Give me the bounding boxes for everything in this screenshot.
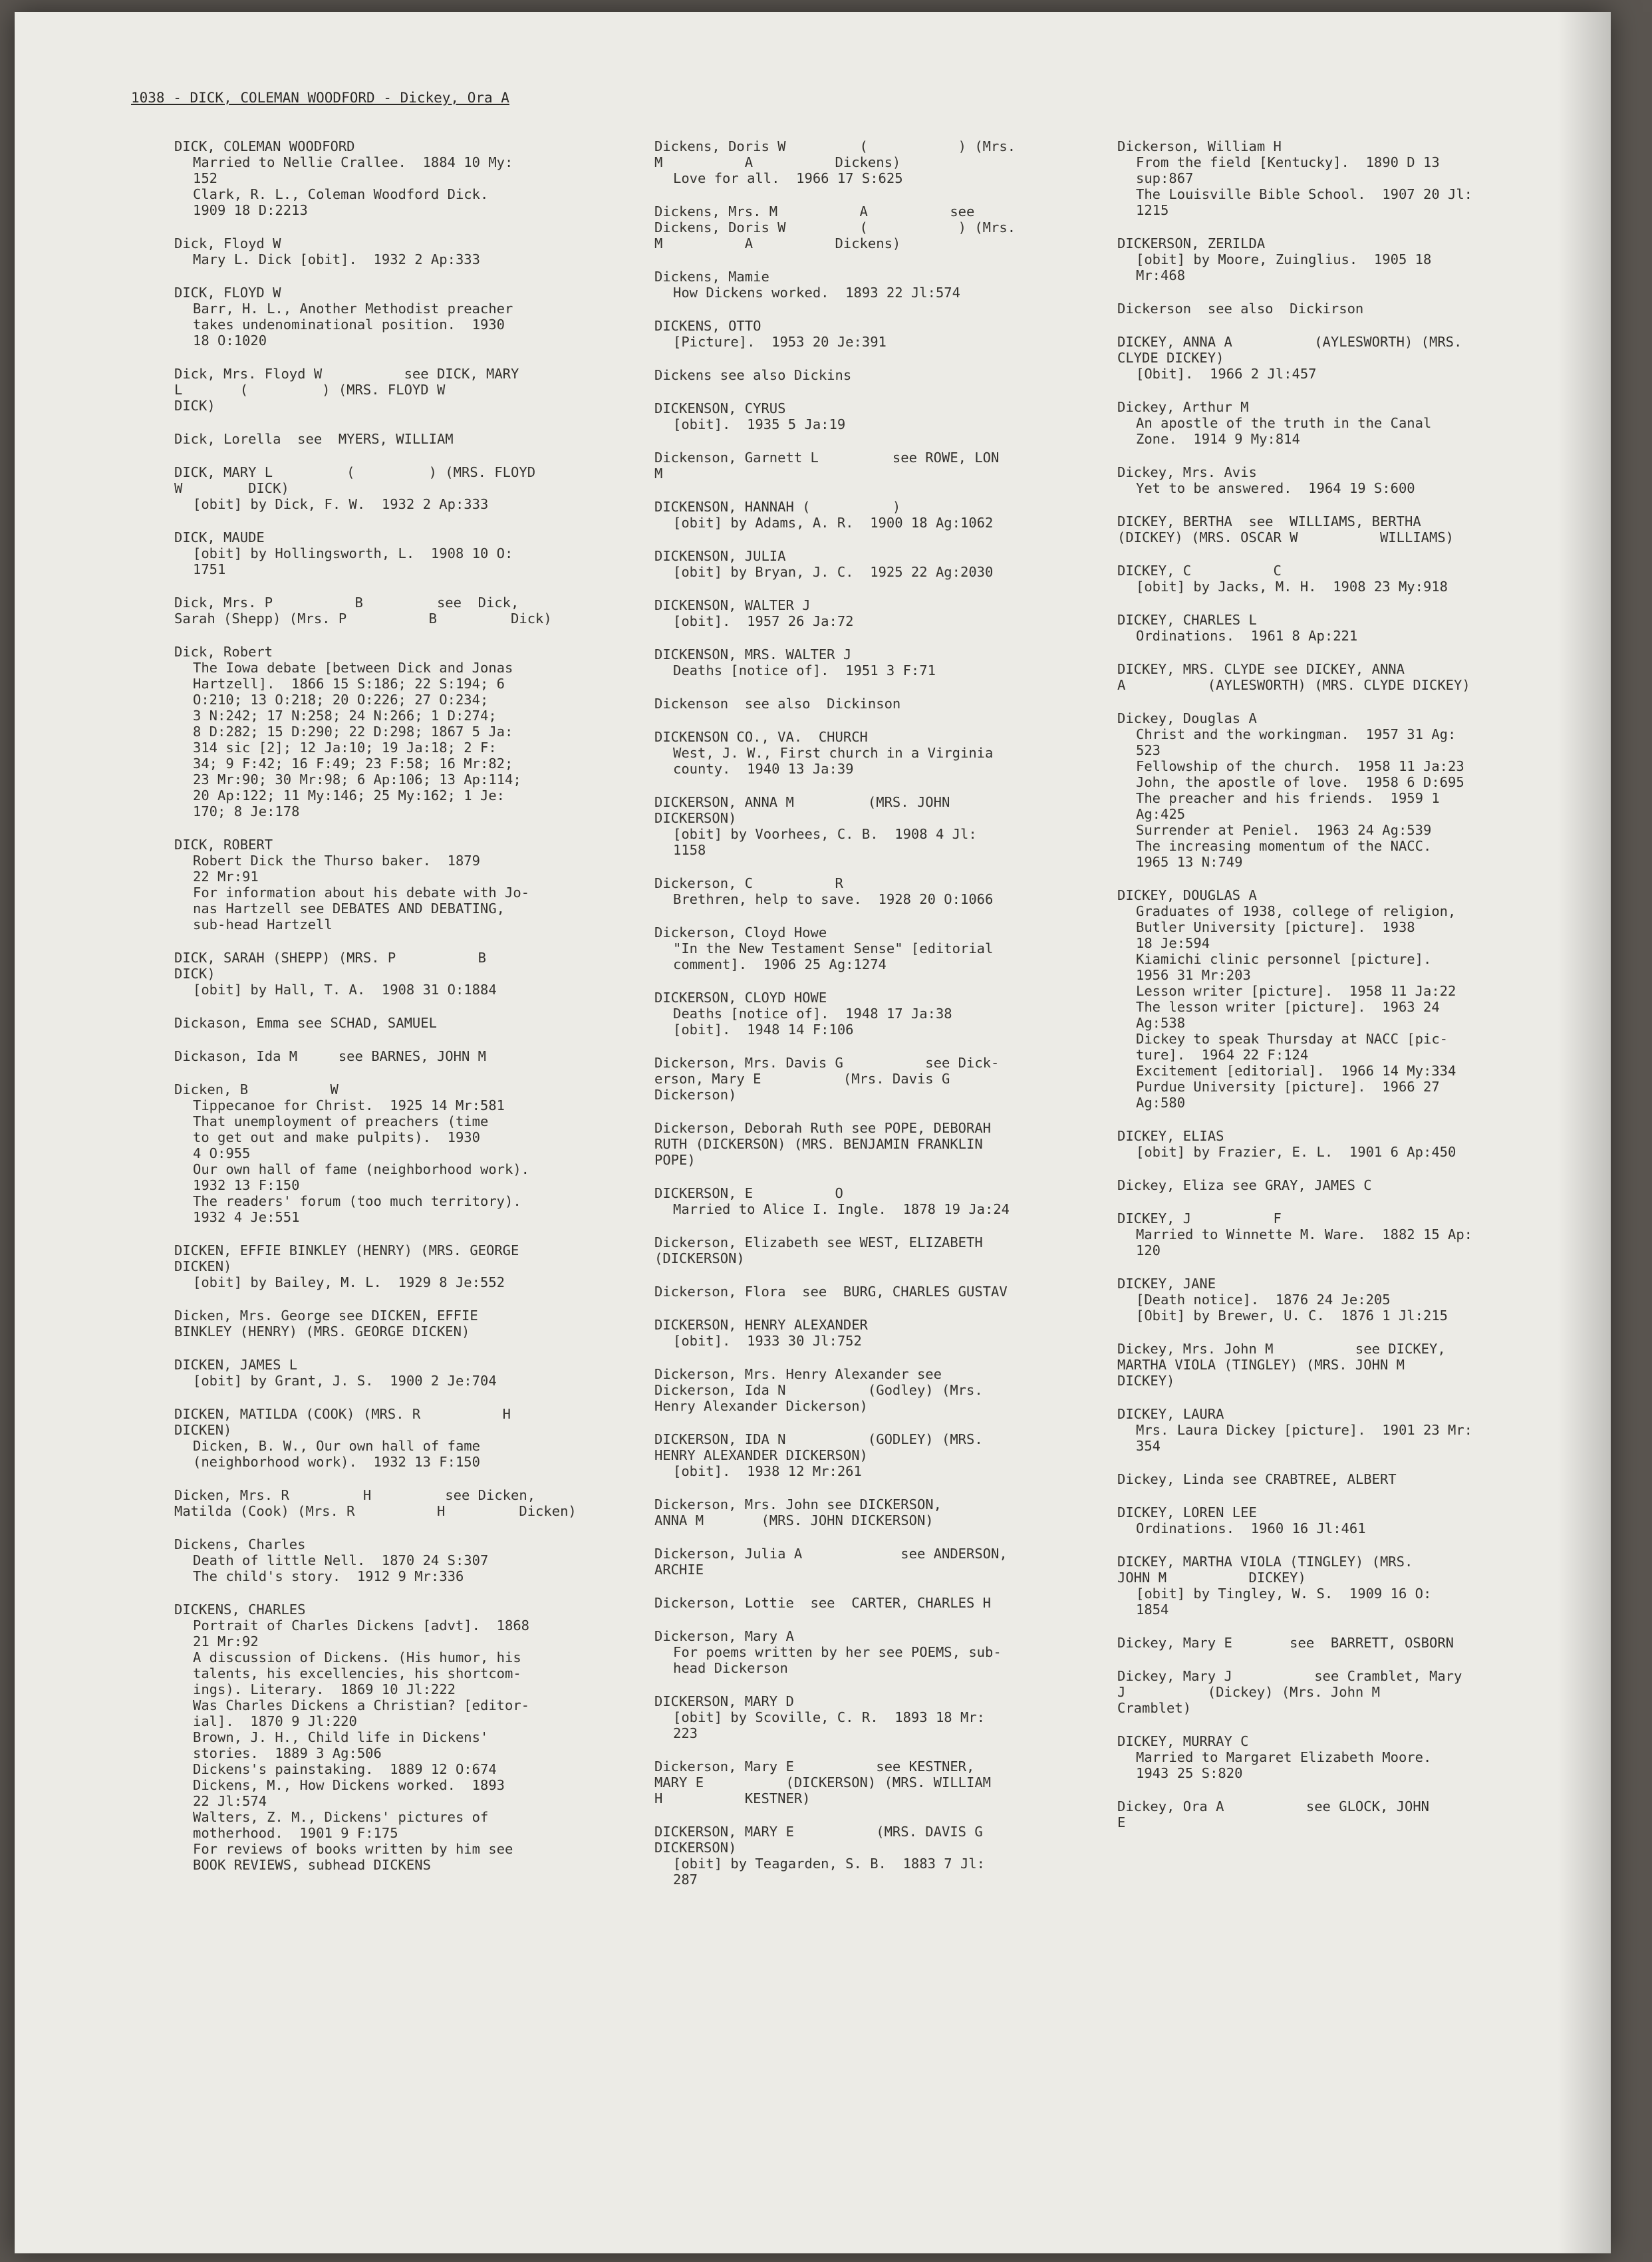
entry-heading: DICKEY, DOUGLAS A	[1117, 887, 1257, 903]
entry-heading: DICKEY, MARTHA VIOLA (TINGLEY) (MRS. JOHN M DICKEY)	[1117, 1554, 1413, 1586]
entry-heading: Dickerson, Cloyd Howe	[654, 924, 827, 940]
entry-heading: Dickerson, William H	[1117, 138, 1282, 154]
column-2	[654, 138, 1080, 1905]
index-entry	[1117, 710, 1556, 870]
index-entry	[654, 204, 1080, 251]
entry-heading: DICKEN, JAMES L	[174, 1357, 298, 1373]
index-entry	[654, 367, 1080, 383]
entry-reference: Lesson writer [picture]. 1958 11 Ja:22	[1136, 983, 1456, 999]
entry-heading: DICKEY, MURRAY C	[1117, 1733, 1249, 1749]
index-entry	[1117, 301, 1556, 317]
index-entry	[654, 1431, 1080, 1479]
entry-heading: Dickens, Charles	[174, 1536, 306, 1552]
entry-reference: Dicken, B. W., Our own hall of fame (neighborhood work). 1932 13 F:150	[193, 1438, 480, 1470]
entry-heading: Dickey, Douglas A	[1117, 710, 1257, 726]
index-entry	[174, 285, 633, 349]
entry-heading: DICKEY, MRS. CLYDE see DICKEY, ANNA A (AYLESWORTH) (MRS. CLYDE DICKEY)	[1117, 661, 1470, 693]
entry-reference: Love for all. 1966 17 S:625	[673, 170, 903, 186]
entry-reference: Fellowship of the church. 1958 11 Ja:23	[1136, 758, 1464, 774]
entry-reference: Clark, R. L., Coleman Woodford Dick. 1909 18 D:2213	[193, 186, 489, 218]
entry-reference: Married to Winnette M. Ware. 1882 15 Ap: 120	[1136, 1226, 1473, 1258]
entry-heading: DICKEY, JANE	[1117, 1276, 1216, 1292]
page-binding-shadow	[1558, 12, 1611, 2253]
index-entry	[654, 1595, 1080, 1611]
entry-heading: Dickenson, Garnett L see ROWE, LON M	[654, 450, 1000, 482]
entry-reference: [obit] by Bryan, J. C. 1925 22 Ag:2030	[673, 564, 994, 580]
index-entry	[1117, 513, 1556, 545]
index-entry	[654, 400, 1080, 432]
index-entry	[654, 696, 1080, 712]
index-entry	[654, 1317, 1080, 1349]
entry-reference: [obit]. 1948 14 F:106	[673, 1022, 854, 1038]
index-entry	[174, 1081, 633, 1225]
entry-reference: The increasing momentum of the NACC. 1965 13 N:749	[1136, 838, 1432, 870]
entry-heading: DICKERSON, IDA N (GODLEY) (MRS. HENRY ALEXANDER DICKERSON)	[654, 1431, 983, 1463]
index-entry	[174, 1357, 633, 1389]
index-entry	[1117, 1733, 1556, 1781]
entry-heading: DICKENSON, JULIA	[654, 548, 786, 564]
entry-heading: Dickason, Emma see SCHAD, SAMUEL	[174, 1015, 437, 1031]
entry-heading: Dickey, Linda see CRABTREE, ALBERT	[1117, 1471, 1397, 1487]
entry-heading: Dickerson, C R	[654, 875, 843, 891]
entry-reference: [obit] by Adams, A. R. 1900 18 Ag:1062	[673, 515, 994, 531]
index-entry	[1117, 1504, 1556, 1536]
entry-reference: Mary L. Dick [obit]. 1932 2 Ap:333	[193, 251, 480, 267]
column-1	[174, 138, 633, 1890]
entry-reference: Ordinations. 1961 8 Ap:221	[1136, 628, 1358, 644]
entry-heading: DICKERSON, HENRY ALEXANDER	[654, 1317, 868, 1333]
index-entry	[654, 794, 1080, 858]
entry-reference: [obit] by Hall, T. A. 1908 31 O:1884	[193, 982, 497, 998]
entry-reference: Christ and the workingman. 1957 31 Ag: 523	[1136, 726, 1456, 758]
index-entry	[174, 464, 633, 512]
entry-reference: [Picture]. 1953 20 Je:391	[673, 334, 887, 350]
entry-reference: For poems written by her see POEMS, sub- head Dickerson	[673, 1644, 1002, 1676]
entry-reference: For reviews of books written by him see BOOK REVIEWS, subhead DICKENS	[193, 1841, 513, 1873]
entry-reference: Excitement [editorial]. 1966 14 My:334	[1136, 1063, 1456, 1079]
index-entry	[1117, 1276, 1556, 1324]
index-entry	[174, 1406, 633, 1470]
entry-heading: DICKENSON CO., VA. CHURCH	[654, 729, 868, 745]
entry-reference: Walters, Z. M., Dickens' pictures of motherhood. 1901 9 F:175	[193, 1809, 489, 1841]
entry-heading: DICKEY, LOREN LEE	[1117, 1504, 1257, 1520]
index-entry	[654, 646, 1080, 678]
entry-reference: John, the apostle of love. 1958 6 D:695	[1136, 774, 1464, 790]
entry-reference: Brown, J. H., Child life in Dickens' stories. 1889 3 Ag:506	[193, 1729, 489, 1761]
entry-heading: Dickerson, Flora see BURG, CHARLES GUSTAV	[654, 1284, 1008, 1300]
entry-heading: Dick, Lorella see MYERS, WILLIAM	[174, 431, 454, 447]
entry-reference: Was Charles Dickens a Christian? [editor- ial]. 1870 9 Jl:220	[193, 1697, 530, 1729]
entry-heading: Dickey, Mary J see Cramblet, Mary J (Dickey) (Mrs. John M Cramblet)	[1117, 1668, 1462, 1716]
index-entry	[174, 1048, 633, 1064]
entry-heading: DICKEY, C C	[1117, 563, 1282, 579]
index-entry	[1117, 464, 1556, 496]
index-entry	[654, 875, 1080, 907]
entry-reference: [obit]. 1957 26 Ja:72	[673, 613, 854, 629]
index-entry	[174, 1015, 633, 1031]
entry-heading: Dickerson, Mrs. Davis G see Dick- erson, Mary E (Mrs. Davis G Dickerson)	[654, 1055, 1000, 1103]
entry-heading: DICKEY, ELIAS	[1117, 1128, 1224, 1144]
entry-reference: [obit] by Scoville, C. R. 1893 18 Mr: 223	[673, 1709, 985, 1741]
entry-heading: Dickerson, Mary A	[654, 1628, 794, 1644]
running-head: 1038 - DICK, COLEMAN WOODFORD - Dickey, Ora A	[131, 90, 509, 106]
index-entry	[654, 269, 1080, 301]
entry-heading: DICKEN, EFFIE BINKLEY (HENRY) (MRS. GEORGE DICKEN)	[174, 1242, 519, 1274]
entry-heading: DICK, FLOYD W	[174, 285, 281, 301]
entry-reference: [obit]. 1938 12 Mr:261	[673, 1463, 862, 1479]
entry-heading: Dickey, Mrs. Avis	[1117, 464, 1257, 480]
index-entry	[654, 1496, 1080, 1528]
index-entry	[1117, 1177, 1556, 1193]
index-entry	[654, 318, 1080, 350]
entry-heading: DICK, COLEMAN WOODFORD	[174, 138, 355, 154]
entry-reference: Kiamichi clinic personnel [picture]. 1956 31 Mr:203	[1136, 951, 1432, 983]
entry-reference: [obit]. 1933 30 Jl:752	[673, 1333, 862, 1349]
entry-reference: Portrait of Charles Dickens [advt]. 1868 21 Mr:92	[193, 1618, 530, 1649]
entry-reference: From the field [Kentucky]. 1890 D 13 sup:867	[1136, 154, 1440, 186]
index-entry	[174, 1602, 633, 1873]
entry-reference: Purdue University [picture]. 1966 27 Ag:580	[1136, 1079, 1440, 1111]
entry-heading: DICKERSON, MARY E (MRS. DAVIS G DICKERSON)	[654, 1824, 983, 1856]
entry-reference: Dickens, M., How Dickens worked. 1893 22 Jl:574	[193, 1777, 505, 1809]
entry-reference: Dickens's painstaking. 1889 12 O:674	[193, 1761, 497, 1777]
entry-reference: [Obit] by Brewer, U. C. 1876 1 Jl:215	[1136, 1308, 1448, 1324]
index-entry	[654, 990, 1080, 1038]
entry-reference: [obit] by Bailey, M. L. 1929 8 Je:552	[193, 1274, 505, 1290]
entry-reference: "In the New Testament Sense" [editorial comment]. 1906 25 Ag:1274	[673, 940, 994, 972]
index-entry	[174, 138, 633, 218]
entry-heading: DICKEY, CHARLES L	[1117, 612, 1257, 628]
column-3	[1117, 138, 1556, 1848]
entry-reference: Dickey to speak Thursday at NACC [pic- ture]. 1964 22 F:124	[1136, 1031, 1448, 1063]
index-entry	[174, 950, 633, 998]
entry-heading: DICKERSON, ANNA M (MRS. JOHN DICKERSON)	[654, 794, 950, 826]
entry-heading: DICKENSON, CYRUS	[654, 400, 786, 416]
entry-heading: Dicken, Mrs. George see DICKEN, EFFIE BINKLEY (HENRY) (MRS. GEORGE DICKEN)	[174, 1308, 478, 1340]
entry-heading: Dickens, Mrs. M A see Dickens, Doris W ( ) (Mrs. M A Dickens)	[654, 204, 1016, 251]
entry-reference: [obit] by Frazier, E. L. 1901 6 Ap:450	[1136, 1144, 1456, 1160]
entry-heading: DICKENS, OTTO	[654, 318, 761, 334]
index-entry	[174, 595, 633, 627]
entry-reference: [obit] by Moore, Zuinglius. 1905 18 Mr:468	[1136, 251, 1432, 283]
entry-reference: The Louisville Bible School. 1907 20 Jl: 1215	[1136, 186, 1473, 218]
index-entry	[654, 1366, 1080, 1414]
entry-heading: DICKERSON, CLOYD HOWE	[654, 990, 827, 1006]
entry-reference: [Obit]. 1966 2 Jl:457	[1136, 366, 1317, 382]
index-entry	[174, 529, 633, 577]
index-entry	[1117, 235, 1556, 283]
entry-heading: Dickerson, Mrs. Henry Alexander see Dickerson, Ida N (Godley) (Mrs. Henry Alexander Dickerson)	[654, 1366, 983, 1414]
entry-reference: [obit] by Teagarden, S. B. 1883 7 Jl: 287	[673, 1856, 985, 1888]
index-entry	[654, 499, 1080, 531]
index-entry	[1117, 1210, 1556, 1258]
index-entry	[1117, 138, 1556, 218]
entry-heading: Dickey, Ora A see GLOCK, JOHN E	[1117, 1798, 1429, 1830]
entry-reference: Mrs. Laura Dickey [picture]. 1901 23 Mr: 354	[1136, 1422, 1473, 1454]
index-entry	[1117, 1406, 1556, 1454]
index-entry	[1117, 661, 1556, 693]
index-entry	[1117, 1635, 1556, 1651]
index-entry	[174, 644, 633, 819]
entry-heading: Dickens, Doris W ( ) (Mrs. M A Dickens)	[654, 138, 1016, 170]
entry-reference: [obit] by Hollingsworth, L. 1908 10 O: 1751	[193, 545, 513, 577]
entry-heading: DICKEY, BERTHA see WILLIAMS, BERTHA (DICKEY) (MRS. OSCAR W WILLIAMS)	[1117, 513, 1454, 545]
entry-heading: Dickerson, Mary E see KESTNER, MARY E (DICKERSON) (MRS. WILLIAM H KESTNER)	[654, 1759, 992, 1806]
entry-reference: Tippecanoe for Christ. 1925 14 Mr:581	[193, 1097, 505, 1113]
index-entry	[174, 431, 633, 447]
entry-heading: DICKENSON, HANNAH ( )	[654, 499, 901, 515]
entry-heading: DICKEY, LAURA	[1117, 1406, 1224, 1422]
entry-heading: Dickey, Mrs. John M see DICKEY, MARTHA VIOLA (TINGLEY) (MRS. JOHN M DICKEY)	[1117, 1341, 1446, 1389]
entry-reference: Married to Nellie Crallee. 1884 10 My: 152	[193, 154, 513, 186]
index-entry	[654, 1759, 1080, 1806]
index-entry	[1117, 334, 1556, 382]
entry-reference: Deaths [notice of]. 1948 17 Ja:38	[673, 1006, 952, 1022]
index-entry	[1117, 399, 1556, 447]
entry-heading: Dick, Robert	[174, 644, 273, 660]
index-entry	[174, 837, 633, 932]
index-entry	[654, 138, 1080, 186]
entry-reference: [obit] by Jacks, M. H. 1908 23 My:918	[1136, 579, 1448, 595]
entry-heading: DICKENSON, WALTER J	[654, 597, 811, 613]
entry-heading: DICKERSON, ZERILDA	[1117, 235, 1266, 251]
entry-heading: DICK, MARY L ( ) (MRS. FLOYD W DICK)	[174, 464, 536, 496]
entry-reference: Married to Margaret Elizabeth Moore. 1943 25 S:820	[1136, 1749, 1432, 1781]
index-entry	[1117, 1341, 1556, 1389]
entry-heading: Dickey, Arthur M	[1117, 399, 1249, 415]
entry-reference: Robert Dick the Thurso baker. 1879 22 Mr:91	[193, 853, 480, 885]
entry-reference: Barr, H. L., Another Methodist preacher takes undenominational position. 1930 18 O:1020	[193, 301, 513, 349]
entry-heading: DICKERSON, E O	[654, 1185, 843, 1201]
entry-heading: Dickason, Ida M see BARNES, JOHN M	[174, 1048, 486, 1064]
entry-heading: Dickerson, Elizabeth see WEST, ELIZABETH (DICKERSON)	[654, 1234, 983, 1266]
entry-heading: DICKEN, MATILDA (COOK) (MRS. R H DICKEN)	[174, 1406, 511, 1438]
entry-reference: The preacher and his friends. 1959 1 Ag:425	[1136, 790, 1440, 822]
entry-reference: The readers' forum (too much territory). 1932 4 Je:551	[193, 1193, 521, 1225]
index-entry	[174, 1536, 633, 1584]
entry-reference: [obit] by Voorhees, C. B. 1908 4 Jl: 1158	[673, 826, 977, 858]
entry-heading: DICK, ROBERT	[174, 837, 273, 853]
entry-heading: DICKENS, CHARLES	[174, 1602, 306, 1618]
entry-reference: How Dickens worked. 1893 22 Jl:574	[673, 285, 960, 301]
entry-reference: The child's story. 1912 9 Mr:336	[193, 1568, 464, 1584]
index-entry	[654, 1055, 1080, 1103]
entry-heading: Dickerson, Lottie see CARTER, CHARLES H	[654, 1595, 992, 1611]
entry-reference: Surrender at Peniel. 1963 24 Ag:539	[1136, 822, 1432, 838]
index-entry	[654, 548, 1080, 580]
entry-heading: Dickens see also Dickins	[654, 367, 852, 383]
index-entry	[174, 1487, 633, 1519]
index-entry	[1117, 612, 1556, 644]
entry-reference: [obit]. 1935 5 Ja:19	[673, 416, 846, 432]
entry-heading: Dickerson, Mrs. John see DICKERSON, ANNA M (MRS. JOHN DICKERSON)	[654, 1496, 942, 1528]
index-entry	[1117, 1471, 1556, 1487]
entry-heading: DICK, SARAH (SHEPP) (MRS. P B DICK)	[174, 950, 486, 982]
entry-heading: DICKERSON, MARY D	[654, 1693, 794, 1709]
index-entry	[654, 1284, 1080, 1300]
entry-heading: Dickerson, Julia A see ANDERSON, ARCHIE	[654, 1546, 1008, 1578]
entry-heading: Dickey, Mary E see BARRETT, OSBORN	[1117, 1635, 1454, 1651]
index-entry	[1117, 563, 1556, 595]
entry-heading: DICKENSON, MRS. WALTER J	[654, 646, 852, 662]
index-entry	[174, 1242, 633, 1290]
index-entry	[1117, 1128, 1556, 1160]
index-entry	[654, 924, 1080, 972]
entry-reference: The lesson writer [picture]. 1963 24 Ag:538	[1136, 999, 1440, 1031]
entry-reference: The Iowa debate [between Dick and Jonas Hartzell]. 1866 15 S:186; 22 S:194; 6 O:210; 13 O:218; 20 O:226; 27 O:234; 3 N:242; 17 N:258; 24 N:266; 1 D:274; 8 D:282; 15 D:290; 22 D:298; 1867 5 Ja: 314 sic [2]; 12 Ja:10; 19 Ja:18; 2 F: 34; 9 F:42; 16 F:49; 23 F:58; 16 Mr:82; 23 Mr:90; 30 Mr:98; 6 Ap:106; 13 Ap:114; 20 Ap:122; 11 My:146; 25 My:162; 1 Je: 170; 8 Je:178	[193, 660, 521, 819]
entry-reference: [obit] by Grant, J. S. 1900 2 Je:704	[193, 1373, 497, 1389]
entry-heading: DICK, MAUDE	[174, 529, 265, 545]
entry-reference: That unemployment of preachers (time to get out and make pulpits). 1930 4 O:955	[193, 1113, 489, 1161]
entry-heading: Dickenson see also Dickinson	[654, 696, 901, 712]
index-entry	[654, 1234, 1080, 1266]
entry-reference: Married to Alice I. Ingle. 1878 19 Ja:24	[673, 1201, 1010, 1217]
index-entry	[654, 1693, 1080, 1741]
entry-heading: Dickerson see also Dickirson	[1117, 301, 1364, 317]
index-entry	[174, 1308, 633, 1340]
entry-heading: Dicken, B W	[174, 1081, 339, 1097]
entry-heading: Dick, Mrs. P B see Dick, Sarah (Shepp) (Mrs. P B Dick)	[174, 595, 552, 627]
index-entry	[654, 1120, 1080, 1168]
index-entry	[1117, 1798, 1556, 1830]
index-entry	[654, 450, 1080, 482]
entry-reference: Our own hall of fame (neighborhood work). 1932 13 F:150	[193, 1161, 530, 1193]
index-entry	[654, 1628, 1080, 1676]
entry-reference: Yet to be answered. 1964 19 S:600	[1136, 480, 1415, 496]
entry-reference: Deaths [notice of]. 1951 3 F:71	[673, 662, 936, 678]
index-entry	[654, 597, 1080, 629]
entry-reference: An apostle of the truth in the Canal Zone. 1914 9 My:814	[1136, 415, 1432, 447]
entry-heading: DICKEY, ANNA A (AYLESWORTH) (MRS. CLYDE DICKEY)	[1117, 334, 1462, 366]
entry-heading: Dick, Mrs. Floyd W see DICK, MARY L ( ) (MRS. FLOYD W DICK)	[174, 366, 519, 414]
entry-reference: [obit] by Tingley, W. S. 1909 16 O: 1854	[1136, 1586, 1432, 1618]
entry-heading: Dickens, Mamie	[654, 269, 769, 285]
entry-reference: Ordinations. 1960 16 Jl:461	[1136, 1520, 1366, 1536]
entry-heading: DICKEY, J F	[1117, 1210, 1282, 1226]
entry-heading: Dick, Floyd W	[174, 235, 281, 251]
index-entry	[654, 729, 1080, 777]
entry-reference: A discussion of Dickens. (His humor, his talents, his excellencies, his shortcom- ings). Literary. 1869 10 Jl:222	[193, 1649, 521, 1697]
entry-reference: Brethren, help to save. 1928 20 O:1066	[673, 891, 994, 907]
index-entry	[1117, 1554, 1556, 1618]
entry-reference: [Death notice]. 1876 24 Je:205	[1136, 1292, 1391, 1308]
index-entry	[1117, 1668, 1556, 1716]
index-page	[15, 12, 1611, 2253]
entry-heading: Dickerson, Deborah Ruth see POPE, DEBORAH RUTH (DICKERSON) (MRS. BENJAMIN FRANKLIN POPE)	[654, 1120, 992, 1168]
index-entry	[174, 235, 633, 267]
index-entry	[654, 1824, 1080, 1888]
index-entry	[1117, 887, 1556, 1111]
entry-heading: Dicken, Mrs. R H see Dicken, Matilda (Cook) (Mrs. R H Dicken)	[174, 1487, 577, 1519]
entry-reference: West, J. W., First church in a Virginia county. 1940 13 Ja:39	[673, 745, 994, 777]
entry-reference: [obit] by Dick, F. W. 1932 2 Ap:333	[193, 496, 489, 512]
index-entry	[174, 366, 633, 414]
entry-reference: Graduates of 1938, college of religion, Butler University [picture]. 1938 18 Je:594	[1136, 903, 1456, 951]
entry-heading: Dickey, Eliza see GRAY, JAMES C	[1117, 1177, 1372, 1193]
index-entry	[654, 1546, 1080, 1578]
index-entry	[654, 1185, 1080, 1217]
entry-reference: Death of little Nell. 1870 24 S:307	[193, 1552, 489, 1568]
entry-reference: For information about his debate with Jo- nas Hartzell see DEBATES AND DEBATING, sub-head Hartzell	[193, 885, 530, 932]
